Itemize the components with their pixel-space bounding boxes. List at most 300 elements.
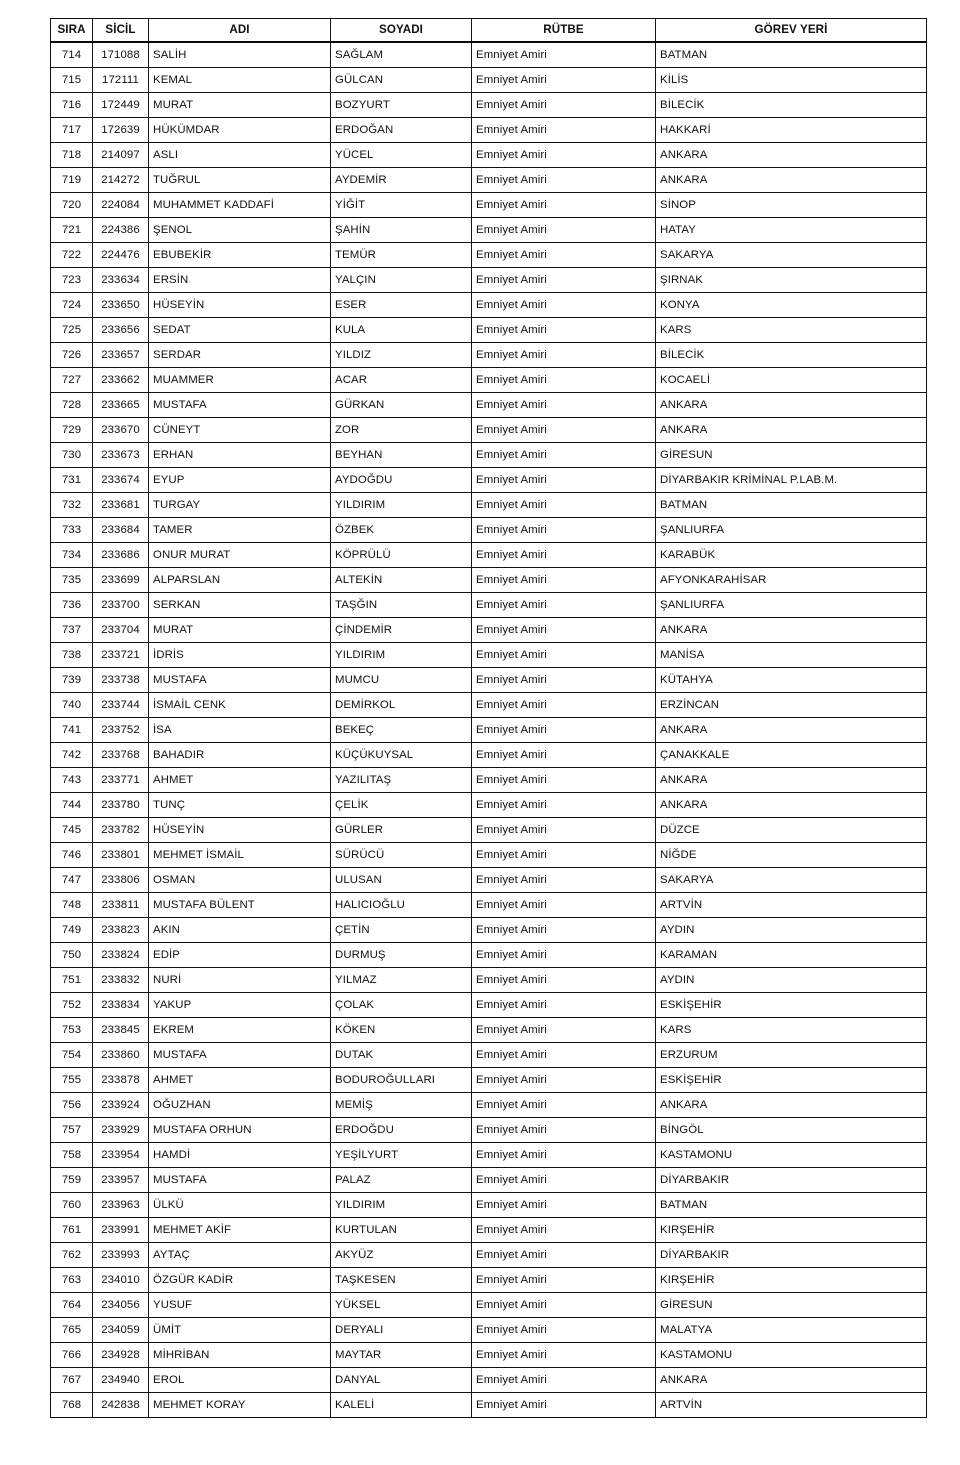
cell-soyadi: GÜLCAN — [331, 68, 472, 93]
cell-gorev: ERZİNCAN — [656, 693, 927, 718]
cell-sicil: 233700 — [93, 593, 149, 618]
cell-rutbe: Emniyet Amiri — [472, 718, 656, 743]
cell-sicil: 233824 — [93, 943, 149, 968]
cell-soyadi: KURTULAN — [331, 1218, 472, 1243]
cell-rutbe: Emniyet Amiri — [472, 243, 656, 268]
cell-adi: EBUBEKİR — [149, 243, 331, 268]
cell-gorev: BİNGÖL — [656, 1118, 927, 1143]
cell-rutbe: Emniyet Amiri — [472, 743, 656, 768]
cell-sicil: 233782 — [93, 818, 149, 843]
cell-rutbe: Emniyet Amiri — [472, 493, 656, 518]
cell-adi: OĞUZHAN — [149, 1093, 331, 1118]
cell-gorev: KIRŞEHİR — [656, 1268, 927, 1293]
cell-adi: İDRİS — [149, 643, 331, 668]
cell-soyadi: YILDIZ — [331, 343, 472, 368]
table-row — [51, 1043, 927, 1068]
cell-adi: YUSUF — [149, 1293, 331, 1318]
cell-sicil: 172111 — [93, 68, 149, 93]
cell-rutbe: Emniyet Amiri — [472, 168, 656, 193]
cell-sicil: 233832 — [93, 968, 149, 993]
cell-rutbe: Emniyet Amiri — [472, 418, 656, 443]
table-row — [51, 668, 927, 693]
cell-sira: 739 — [51, 668, 93, 693]
cell-adi: NURİ — [149, 968, 331, 993]
cell-sicil: 233845 — [93, 1018, 149, 1043]
table-row — [51, 1318, 927, 1343]
cell-soyadi: DANYAL — [331, 1368, 472, 1393]
cell-soyadi: TAŞĞIN — [331, 593, 472, 618]
cell-soyadi: YALÇIN — [331, 268, 472, 293]
cell-adi: EYUP — [149, 468, 331, 493]
cell-sira: 728 — [51, 393, 93, 418]
cell-sicil: 224476 — [93, 243, 149, 268]
table-row — [51, 893, 927, 918]
cell-soyadi: KULA — [331, 318, 472, 343]
table-body — [51, 42, 927, 1418]
cell-gorev: BİLECİK — [656, 93, 927, 118]
cell-adi: KEMAL — [149, 68, 331, 93]
cell-soyadi: BEYHAN — [331, 443, 472, 468]
cell-sicil: 242838 — [93, 1393, 149, 1418]
table-row — [51, 918, 927, 943]
cell-adi: ERSİN — [149, 268, 331, 293]
cell-adi: ALPARSLAN — [149, 568, 331, 593]
cell-sicil: 171088 — [93, 42, 149, 68]
table-row — [51, 343, 927, 368]
cell-gorev: MANİSA — [656, 643, 927, 668]
cell-adi: ONUR MURAT — [149, 543, 331, 568]
cell-adi: HAMDİ — [149, 1143, 331, 1168]
table-row — [51, 768, 927, 793]
cell-adi: SERDAR — [149, 343, 331, 368]
cell-gorev: AYDIN — [656, 918, 927, 943]
cell-soyadi: ZOR — [331, 418, 472, 443]
cell-adi: AHMET — [149, 1068, 331, 1093]
cell-rutbe: Emniyet Amiri — [472, 1243, 656, 1268]
cell-soyadi: BOZYURT — [331, 93, 472, 118]
cell-sira: 759 — [51, 1168, 93, 1193]
table-row — [51, 1068, 927, 1093]
roster-table-container — [50, 18, 926, 1418]
cell-sicil: 233806 — [93, 868, 149, 893]
cell-sira: 758 — [51, 1143, 93, 1168]
table-row — [51, 468, 927, 493]
cell-rutbe: Emniyet Amiri — [472, 218, 656, 243]
cell-sira: 740 — [51, 693, 93, 718]
cell-gorev: GİRESUN — [656, 1293, 927, 1318]
cell-rutbe: Emniyet Amiri — [472, 1168, 656, 1193]
table-row — [51, 693, 927, 718]
cell-gorev: KARABÜK — [656, 543, 927, 568]
cell-sira: 721 — [51, 218, 93, 243]
cell-sira: 725 — [51, 318, 93, 343]
cell-rutbe: Emniyet Amiri — [472, 1018, 656, 1043]
cell-adi: HÜSEYİN — [149, 818, 331, 843]
cell-soyadi: ESER — [331, 293, 472, 318]
cell-sicil: 233662 — [93, 368, 149, 393]
table-row — [51, 42, 927, 68]
cell-gorev: ANKARA — [656, 393, 927, 418]
cell-rutbe: Emniyet Amiri — [472, 568, 656, 593]
cell-soyadi: KÖPRÜLÜ — [331, 543, 472, 568]
cell-gorev: NİĞDE — [656, 843, 927, 868]
cell-adi: EKREM — [149, 1018, 331, 1043]
table-row — [51, 1393, 927, 1418]
cell-sicil: 172639 — [93, 118, 149, 143]
cell-rutbe: Emniyet Amiri — [472, 868, 656, 893]
table-row — [51, 743, 927, 768]
cell-gorev: ANKARA — [656, 793, 927, 818]
cell-soyadi: DUTAK — [331, 1043, 472, 1068]
cell-soyadi: KALELİ — [331, 1393, 472, 1418]
cell-rutbe: Emniyet Amiri — [472, 93, 656, 118]
cell-sicil: 233993 — [93, 1243, 149, 1268]
cell-soyadi: ÇELİK — [331, 793, 472, 818]
cell-sira: 732 — [51, 493, 93, 518]
table-header — [51, 19, 927, 43]
table-row — [51, 368, 927, 393]
cell-sicil: 172449 — [93, 93, 149, 118]
cell-sira: 727 — [51, 368, 93, 393]
cell-rutbe: Emniyet Amiri — [472, 993, 656, 1018]
table-row — [51, 1168, 927, 1193]
cell-soyadi: YAZILITAŞ — [331, 768, 472, 793]
table-row — [51, 243, 927, 268]
cell-sira: 742 — [51, 743, 93, 768]
cell-sira: 737 — [51, 618, 93, 643]
cell-adi: AHMET — [149, 768, 331, 793]
cell-sira: 744 — [51, 793, 93, 818]
cell-adi: MUHAMMET KADDAFİ — [149, 193, 331, 218]
cell-gorev: SAKARYA — [656, 868, 927, 893]
cell-rutbe: Emniyet Amiri — [472, 1118, 656, 1143]
table-row — [51, 1293, 927, 1318]
column-header-adi: ADI — [149, 19, 331, 43]
cell-soyadi: YEŞİLYURT — [331, 1143, 472, 1168]
cell-sira: 748 — [51, 893, 93, 918]
cell-sira: 763 — [51, 1268, 93, 1293]
cell-rutbe: Emniyet Amiri — [472, 1218, 656, 1243]
cell-rutbe: Emniyet Amiri — [472, 1143, 656, 1168]
table-row — [51, 93, 927, 118]
cell-gorev: ERZURUM — [656, 1043, 927, 1068]
cell-rutbe: Emniyet Amiri — [472, 343, 656, 368]
cell-sicil: 233929 — [93, 1118, 149, 1143]
cell-rutbe: Emniyet Amiri — [472, 1318, 656, 1343]
table-row — [51, 493, 927, 518]
cell-soyadi: GÜRKAN — [331, 393, 472, 418]
cell-sicil: 233771 — [93, 768, 149, 793]
cell-adi: BAHADIR — [149, 743, 331, 768]
table-row — [51, 1143, 927, 1168]
cell-rutbe: Emniyet Amiri — [472, 368, 656, 393]
cell-soyadi: TEMÜR — [331, 243, 472, 268]
cell-soyadi: GÜRLER — [331, 818, 472, 843]
table-row — [51, 168, 927, 193]
cell-gorev: SAKARYA — [656, 243, 927, 268]
cell-gorev: KARS — [656, 318, 927, 343]
header-row — [51, 19, 927, 43]
cell-gorev: ANKARA — [656, 418, 927, 443]
cell-gorev: ŞANLIURFA — [656, 518, 927, 543]
cell-sicil: 234010 — [93, 1268, 149, 1293]
column-header-gorev-yeri: GÖREV YERİ — [656, 19, 927, 43]
cell-rutbe: Emniyet Amiri — [472, 118, 656, 143]
cell-rutbe: Emniyet Amiri — [472, 893, 656, 918]
cell-sicil: 233699 — [93, 568, 149, 593]
cell-soyadi: ÇOLAK — [331, 993, 472, 1018]
table-row — [51, 868, 927, 893]
cell-gorev: BATMAN — [656, 1193, 927, 1218]
cell-rutbe: Emniyet Amiri — [472, 943, 656, 968]
cell-sicil: 233924 — [93, 1093, 149, 1118]
cell-rutbe: Emniyet Amiri — [472, 643, 656, 668]
table-row — [51, 943, 927, 968]
cell-gorev: DİYARBAKIR — [656, 1243, 927, 1268]
cell-adi: İSA — [149, 718, 331, 743]
table-row — [51, 643, 927, 668]
cell-sicil: 233686 — [93, 543, 149, 568]
cell-rutbe: Emniyet Amiri — [472, 68, 656, 93]
cell-rutbe: Emniyet Amiri — [472, 468, 656, 493]
cell-adi: ÜMİT — [149, 1318, 331, 1343]
cell-gorev: GİRESUN — [656, 443, 927, 468]
cell-gorev: HAKKARİ — [656, 118, 927, 143]
table-row — [51, 193, 927, 218]
table-row — [51, 1193, 927, 1218]
cell-soyadi: ŞAHİN — [331, 218, 472, 243]
cell-sira: 745 — [51, 818, 93, 843]
cell-soyadi: ÇİNDEMİR — [331, 618, 472, 643]
cell-adi: AYTAÇ — [149, 1243, 331, 1268]
table-row — [51, 68, 927, 93]
cell-sira: 754 — [51, 1043, 93, 1068]
cell-rutbe: Emniyet Amiri — [472, 968, 656, 993]
cell-rutbe: Emniyet Amiri — [472, 793, 656, 818]
cell-rutbe: Emniyet Amiri — [472, 1043, 656, 1068]
cell-gorev: BATMAN — [656, 42, 927, 68]
cell-sicil: 233657 — [93, 343, 149, 368]
cell-adi: SERKAN — [149, 593, 331, 618]
table-row — [51, 443, 927, 468]
cell-sicil: 233957 — [93, 1168, 149, 1193]
cell-sicil: 233768 — [93, 743, 149, 768]
cell-sira: 757 — [51, 1118, 93, 1143]
cell-sira: 765 — [51, 1318, 93, 1343]
cell-sicil: 233801 — [93, 843, 149, 868]
roster-table — [50, 18, 927, 1418]
column-header-sira: SIRA — [51, 19, 93, 43]
table-row — [51, 1118, 927, 1143]
table-row — [51, 568, 927, 593]
cell-gorev: ANKARA — [656, 618, 927, 643]
cell-sira: 746 — [51, 843, 93, 868]
cell-gorev: KASTAMONU — [656, 1143, 927, 1168]
cell-sira: 760 — [51, 1193, 93, 1218]
cell-adi: AKIN — [149, 918, 331, 943]
cell-rutbe: Emniyet Amiri — [472, 293, 656, 318]
cell-soyadi: ÖZBEK — [331, 518, 472, 543]
cell-sicil: 233634 — [93, 268, 149, 293]
table-row — [51, 118, 927, 143]
cell-gorev: KONYA — [656, 293, 927, 318]
table-row — [51, 593, 927, 618]
column-header-soyadi: SOYADI — [331, 19, 472, 43]
table-row — [51, 268, 927, 293]
cell-soyadi: YILDIRIM — [331, 643, 472, 668]
cell-adi: SALİH — [149, 42, 331, 68]
cell-soyadi: KÖKEN — [331, 1018, 472, 1043]
table-row — [51, 968, 927, 993]
table-row — [51, 218, 927, 243]
cell-sicil: 233780 — [93, 793, 149, 818]
table-row — [51, 1268, 927, 1293]
cell-soyadi: ULUSAN — [331, 868, 472, 893]
cell-sira: 724 — [51, 293, 93, 318]
cell-soyadi: YILMAZ — [331, 968, 472, 993]
cell-sicil: 214097 — [93, 143, 149, 168]
cell-sira: 761 — [51, 1218, 93, 1243]
cell-sira: 762 — [51, 1243, 93, 1268]
cell-soyadi: BEKEÇ — [331, 718, 472, 743]
cell-adi: EDİP — [149, 943, 331, 968]
cell-sira: 753 — [51, 1018, 93, 1043]
cell-soyadi: ALTEKİN — [331, 568, 472, 593]
column-header-sicil: SİCİL — [93, 19, 149, 43]
cell-sira: 764 — [51, 1293, 93, 1318]
cell-adi: SEDAT — [149, 318, 331, 343]
cell-soyadi: BODUROĞULLARI — [331, 1068, 472, 1093]
cell-soyadi: YİĞİT — [331, 193, 472, 218]
cell-gorev: DİYARBAKIR — [656, 1168, 927, 1193]
cell-sira: 747 — [51, 868, 93, 893]
cell-soyadi: YÜCEL — [331, 143, 472, 168]
cell-gorev: KİLİS — [656, 68, 927, 93]
cell-gorev: ANKARA — [656, 143, 927, 168]
cell-rutbe: Emniyet Amiri — [472, 1293, 656, 1318]
cell-sicil: 224386 — [93, 218, 149, 243]
cell-gorev: ANKARA — [656, 1368, 927, 1393]
table-row — [51, 543, 927, 568]
cell-rutbe: Emniyet Amiri — [472, 42, 656, 68]
cell-sicil: 234059 — [93, 1318, 149, 1343]
cell-sira: 767 — [51, 1368, 93, 1393]
cell-gorev: ŞIRNAK — [656, 268, 927, 293]
table-row — [51, 618, 927, 643]
cell-rutbe: Emniyet Amiri — [472, 1068, 656, 1093]
cell-gorev: HATAY — [656, 218, 927, 243]
cell-sira: 749 — [51, 918, 93, 943]
table-row — [51, 993, 927, 1018]
cell-adi: YAKUP — [149, 993, 331, 1018]
cell-sira: 766 — [51, 1343, 93, 1368]
cell-sicil: 233834 — [93, 993, 149, 1018]
cell-rutbe: Emniyet Amiri — [472, 543, 656, 568]
cell-soyadi: ACAR — [331, 368, 472, 393]
table-row — [51, 793, 927, 818]
cell-rutbe: Emniyet Amiri — [472, 318, 656, 343]
cell-soyadi: MAYTAR — [331, 1343, 472, 1368]
cell-rutbe: Emniyet Amiri — [472, 143, 656, 168]
cell-adi: ERHAN — [149, 443, 331, 468]
table-row — [51, 143, 927, 168]
cell-gorev: ANKARA — [656, 718, 927, 743]
cell-rutbe: Emniyet Amiri — [472, 618, 656, 643]
cell-adi: ŞENOL — [149, 218, 331, 243]
cell-adi: ÜLKÜ — [149, 1193, 331, 1218]
cell-gorev: ARTVİN — [656, 1393, 927, 1418]
cell-adi: MUAMMER — [149, 368, 331, 393]
cell-sira: 750 — [51, 943, 93, 968]
cell-soyadi: DEMİRKOL — [331, 693, 472, 718]
cell-gorev: KASTAMONU — [656, 1343, 927, 1368]
cell-gorev: ANKARA — [656, 168, 927, 193]
cell-sira: 752 — [51, 993, 93, 1018]
cell-gorev: SİNOP — [656, 193, 927, 218]
cell-sira: 741 — [51, 718, 93, 743]
table-row — [51, 1093, 927, 1118]
cell-sicil: 224084 — [93, 193, 149, 218]
cell-sira: 723 — [51, 268, 93, 293]
cell-sira: 716 — [51, 93, 93, 118]
cell-sicil: 214272 — [93, 168, 149, 193]
cell-adi: ASLI — [149, 143, 331, 168]
cell-soyadi: TAŞKESEN — [331, 1268, 472, 1293]
cell-soyadi: AKYÜZ — [331, 1243, 472, 1268]
cell-sira: 735 — [51, 568, 93, 593]
cell-adi: MURAT — [149, 93, 331, 118]
cell-rutbe: Emniyet Amiri — [472, 393, 656, 418]
cell-gorev: KÜTAHYA — [656, 668, 927, 693]
table-row — [51, 818, 927, 843]
cell-soyadi: YÜKSEL — [331, 1293, 472, 1318]
cell-sicil: 233878 — [93, 1068, 149, 1093]
cell-rutbe: Emniyet Amiri — [472, 1268, 656, 1293]
cell-gorev: DÜZCE — [656, 818, 927, 843]
cell-rutbe: Emniyet Amiri — [472, 1343, 656, 1368]
cell-gorev: ANKARA — [656, 768, 927, 793]
cell-rutbe: Emniyet Amiri — [472, 843, 656, 868]
cell-rutbe: Emniyet Amiri — [472, 818, 656, 843]
table-row — [51, 293, 927, 318]
cell-sicil: 233684 — [93, 518, 149, 543]
cell-soyadi: AYDOĞDU — [331, 468, 472, 493]
column-header-rutbe: RÜTBE — [472, 19, 656, 43]
cell-adi: MUSTAFA — [149, 1168, 331, 1193]
cell-sira: 718 — [51, 143, 93, 168]
cell-adi: İSMAİL CENK — [149, 693, 331, 718]
cell-gorev: ŞANLIURFA — [656, 593, 927, 618]
cell-sicil: 233674 — [93, 468, 149, 493]
cell-rutbe: Emniyet Amiri — [472, 1093, 656, 1118]
cell-sicil: 234056 — [93, 1293, 149, 1318]
cell-sicil: 233721 — [93, 643, 149, 668]
table-row — [51, 318, 927, 343]
cell-gorev: KOCAELİ — [656, 368, 927, 393]
cell-soyadi: MEMİŞ — [331, 1093, 472, 1118]
cell-sicil: 233670 — [93, 418, 149, 443]
cell-sira: 729 — [51, 418, 93, 443]
cell-sira: 731 — [51, 468, 93, 493]
table-row — [51, 1218, 927, 1243]
cell-rutbe: Emniyet Amiri — [472, 268, 656, 293]
cell-soyadi: DERYALI — [331, 1318, 472, 1343]
cell-sicil: 234928 — [93, 1343, 149, 1368]
cell-sira: 755 — [51, 1068, 93, 1093]
cell-gorev: DİYARBAKIR KRİMİNAL P.LAB.M. — [656, 468, 927, 493]
cell-rutbe: Emniyet Amiri — [472, 1393, 656, 1418]
cell-gorev: ESKİŞEHİR — [656, 993, 927, 1018]
